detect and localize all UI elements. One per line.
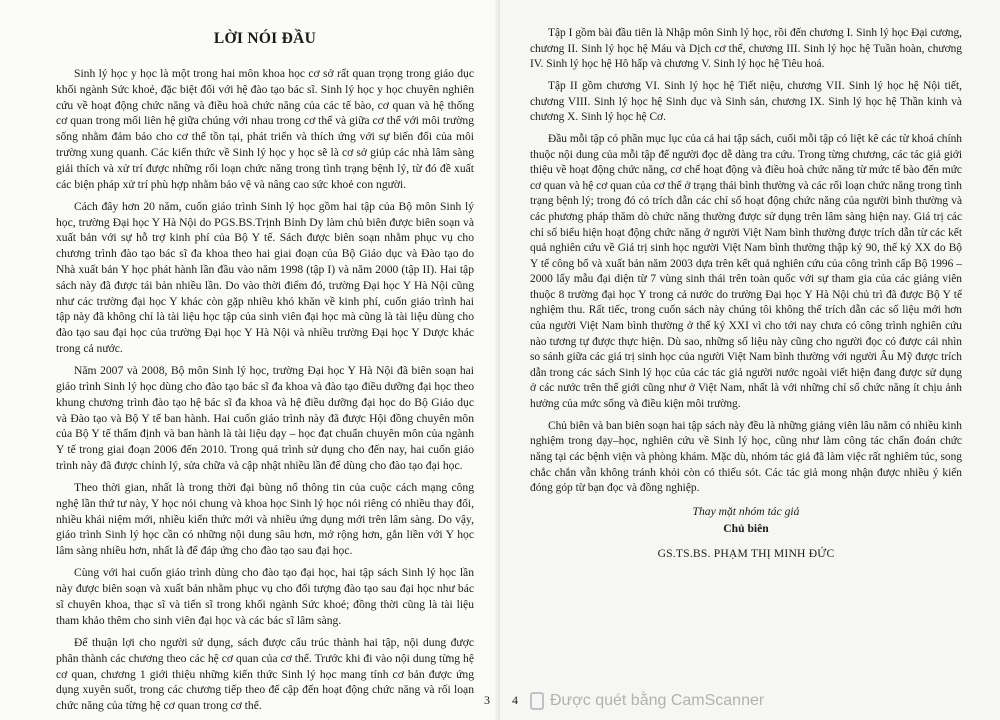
signature-on-behalf: Thay mặt nhóm tác giả [692,504,800,518]
scan-watermark [530,692,764,710]
paragraph: Tập II gồm chương VI. Sinh lý học hệ Tiết niệu, chương VII. Sinh lý học hệ Nội tiết, chương VIII. Sinh lý học hệ Sinh dục và Sinh sản, chương IX. Sinh lý học hệ Thần kinh và chương X. Sinh lý học hệ Cơ. [530,79,962,124]
paragraph: Chủ biên và ban biên soạn hai tập sách này đều là những giảng viên lâu năm có nhiều kinh nghiệm trong dạy–học, nghiên cứu về Sinh lý học, cũng như làm công tác chẩn đoán chức năng tại các bệnh viện và phòng khám. Mặc dù, nhóm tác giả đã làm việc rất nghiêm túc, song chắc chắn vẫn không tránh khỏi còn có thiếu sót. Các tác giả mong nhận được nhiều ý kiến đóng góp từ bạn đọc và đồng nghiệp. [530,419,962,495]
page-title: LỜI NÓI ĐẦU [213,30,317,47]
camscanner-logo-icon [530,692,544,710]
paragraph: Để thuận lợi cho người sử dụng, sách được cấu trúc thành hai tập, nội dung được phân thành các chương theo các hệ cơ quan của cơ thể. Trước khi đi vào nội dung từng hệ cơ quan, chương 1 giới thiệu những kiến thức Sinh lý học mang tính cơ bản được ứng dụng xuyên suốt, trong các chương tiếp theo để cập đến hoạt động chức năng và rối loạn chức năng của từng hệ cơ quan trong cơ thể. [56,636,474,713]
signature-name: GS.TS.BS. PHẠM THỊ MINH ĐỨC [657,546,835,560]
paragraph: Tập I gồm bài đầu tiên là Nhập môn Sinh lý học, rồi đến chương I. Sinh lý học Đại cương, chương II. Sinh lý học hệ Máu và Dịch cơ thể, chương III. Sinh lý học hệ Tuần hoàn, chương IV. Sinh lý học hệ Hô hấp và chương V. Sinh lý học hệ Tiêu hoá. [530,27,962,71]
signature-role: Chủ biên [723,521,769,535]
page-number-left: 3 [484,693,490,707]
paragraph: Đầu mỗi tập có phần mục lục của cả hai tập sách, cuối mỗi tập có liệt kê các từ khoá chính thuộc nội dung của mỗi tập để người đọc dễ dàng tra cứu. Trong từng chương, các tác giả giới thiệu về hoạt động chức năng, cơ chế hoạt động và điều hoà chức năng từ mức tế bào đến mức cơ quan và hệ cơ quan của cơ thể ở trạng thái bình thường và các rối loạn chức năng trong tình trạng bệnh lý; trong đó có trích dẫn các chỉ số hoạt động chức năng của người bình thường và các phương pháp thăm dò chức năng thường được sử dụng trên lâm sàng hiện nay. Giá trị các chỉ số biểu hiện hoạt động chức năng ở người Việt Nam bình thường được trích dẫn từ các kết quả nghiên cứu về Giá trị sinh học người Việt Nam bình thường thập kỷ 90, thế kỷ XX do Bộ Y tế công bố và xuất bản năm 2003 dựa trên kết quả nghiên cứu của công trình cấp Bộ 1996 – 2000 lấy mẫu đại diện từ 7 vùng sinh thái trên toàn quốc với sự tham gia của các giảng viên thuộc 8 trường đại học Y trong cả nước do trường Đại học Y Hà Nội chủ trì đã được Bộ Y tế nghiệm thu. Rất tiếc, trong cuốn sách này chúng tôi không thể trích dẫn các số liệu mới hơn của người Việt Nam bình thường ở thế kỷ XXI vì cho tới nay chưa có công trình nghiên cứu nào tương tự được thực hiện. Dù sao, những số liệu này cũng cho người đọc có được cái nhìn so sánh giữa các giá trị sinh học của người Việt Nam bình thường với người Âu Mỹ được trích dẫn trong các sách Sinh lý học của các tác giả người nước ngoài viết hiện đang được sử dụng ở các nước trên thế giới cũng như ở Việt Nam, nhất là với những chỉ số chức năng ít chịu ảnh hưởng của mức sống và điều kiện môi trường. [530,132,962,411]
paragraph: Năm 2007 và 2008, Bộ môn Sinh lý học, trường Đại học Y Hà Nội đã biên soạn hai giáo trình Sinh lý học dùng cho đào tạo bác sĩ đa khoa và đào tạo điều dưỡng đại học theo khung chương trình đào tạo hệ bác sĩ đa khoa và hệ điều dưỡng đại học do Bộ Giáo dục và Đào tạo và Bộ Y tế ban hành. Hai cuốn giáo trình này đã được Hội đồng chuyên môn của Bộ Y tế thẩm định và ban hành là tài liệu dạy – học đạt chuẩn chuyên môn của ngành Y tế trong giai đoạn 2006 đến 2010. Trong quá trình sử dụng cho đến nay, hai cuốn giáo trình này đã được chỉnh lý, sửa chữa và cập nhật nhiều lần để dùng cho đào tạo đại học. [56,364,474,472]
paragraph: Theo thời gian, nhất là trong thời đại bùng nổ thông tin của cuộc cách mạng công nghệ lần thứ tư này, Y học nói chung và khoa học Sinh lý học nói riêng có nhiều thay đổi, nhiều khái niệm mới, nhiều kiến thức mới và nhiều ứng dụng mới trên lâm sàng. Do vậy, giáo trình Sinh lý học cần có những nội dung sâu hơn, mở rộng hơn, gắn liền với Y học lâm sàng nhiều hơn, nhất là để đáp ứng cho đào tạo sau đại học. [56,481,474,558]
page-number-right: 4 [512,693,518,707]
paragraph: Cùng với hai cuốn giáo trình dùng cho đào tạo đại học, hai tập sách Sinh lý học lần này được biên soạn và xuất bản nhằm phục vụ cho đối tượng đào tạo sau đại học như bác sĩ chuyên khoa, thạc sĩ và tiến sĩ trong khối ngành Sức khoẻ; đồng thời cũng là tài liệu tham khảo thêm cho sinh viên đại học và các bác sĩ lâm sàng. [56,566,474,627]
watermark-text: Được quét bằng CamScanner [550,692,765,709]
right-page [500,0,1000,720]
paragraph: Cách đây hơn 20 năm, cuốn giáo trình Sinh lý học gồm hai tập của Bộ môn Sinh lý học, trường Đại học Y Hà Nội do PGS.BS.Trịnh Bỉnh Dy làm chủ biên được biên soạn và xuất bản với sự hỗ trợ kinh phí của Bộ Y tế. Sách được biên soạn nhằm phục vụ cho chương trình đào tạo bác sĩ đa khoa theo hai giai đoạn của Bộ Giáo dục và Đào tạo do Nhà xuất bản Y học phát hành lần đầu vào năm 1998 (tập I) và năm 2000 (tập II). Hai tập sách này đã được tái bản nhiều lần. Do vào thời điểm đó, trường Đại học Y Hà Nội cũng như các trường đại học Y khác còn gặp nhiều khó khăn về kinh phí, cuốn giáo trình hai tập này đã không chỉ là tài liệu học tập của sinh viên đại học mà cũng là tài liệu dùng cho đào tạo sau đại học của trường Đại học Y Hà Nội và nhiều trường Đại học Y Dược khác trong cả nước. [56,199,474,355]
paragraph: Sinh lý học y học là một trong hai môn khoa học cơ sở rất quan trọng trong giáo dục khối ngành Sức khoẻ, đặc biệt đối với hệ đào tạo bác sĩ. Sinh lý học y học chuyên nghiên cứu về hoạt động chức năng và điều hoà chức năng của các tế bào, cơ quan và hệ thống cơ quan trong mối liên hệ giữa chúng với nhau trong cơ thể và giữa cơ thể với môi trường sống nhằm đảm bảo cho cơ thể tồn tại, phát triển và thích ứng với sự biến đổi của môi trường xung quanh. Các kiến thức về Sinh lý học y học sẽ là cơ sở giúp các nhà lâm sàng giải thích và xử trí được những rối loạn chức năng trong tình trạng bệnh lý, từ đó đề xuất các biện pháp xử trí phù hợp nhằm bảo vệ và nâng cao sức khoẻ con người. [56,67,474,191]
signature-block [530,503,962,562]
